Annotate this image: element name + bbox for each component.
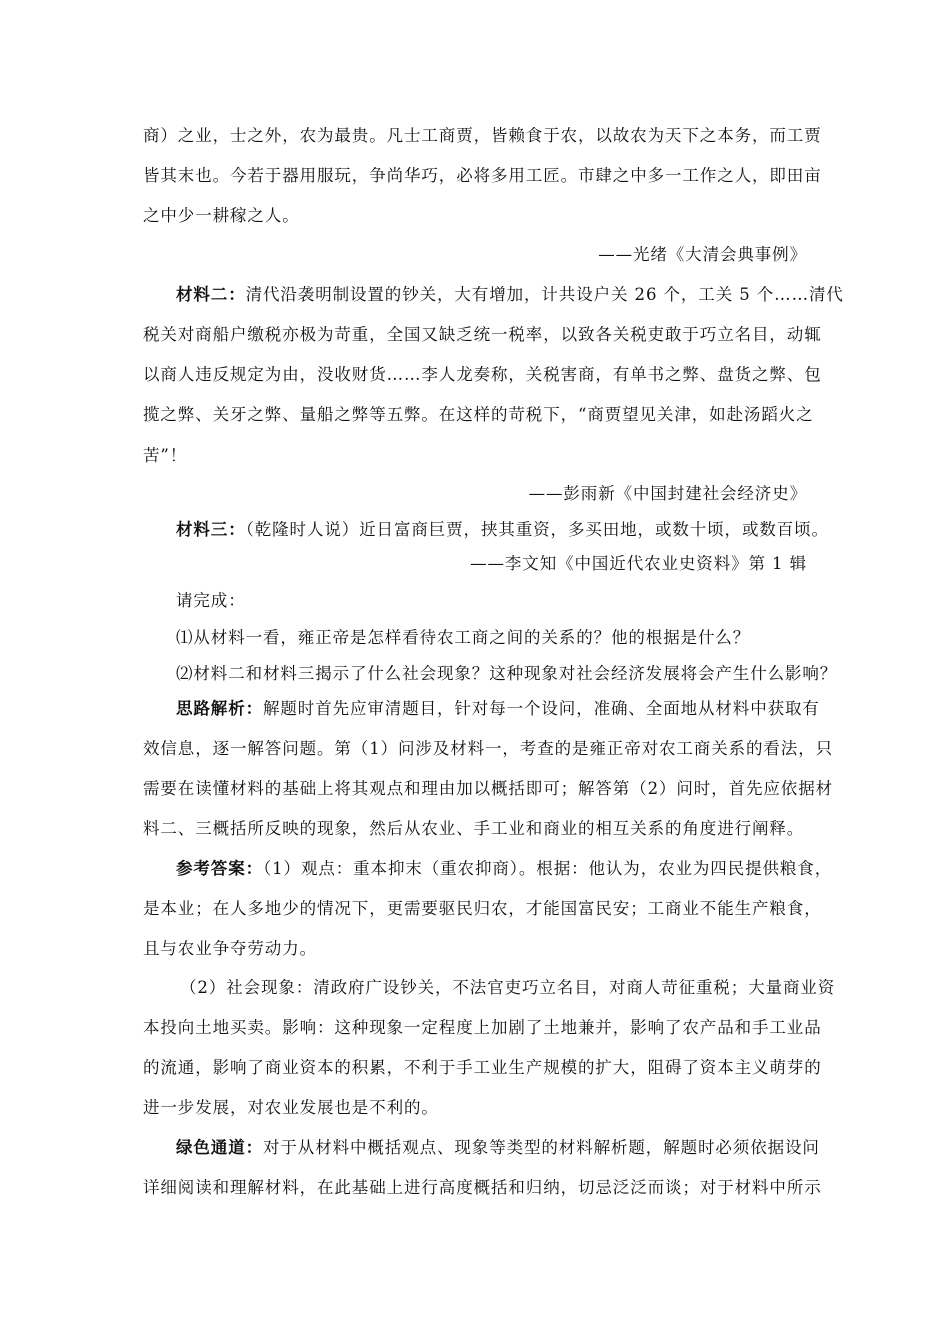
material-3-text: （乾隆时人说）近日富商巨贾，挟其重资，多买田地，或数十顷，或数百顷。 (245, 520, 829, 539)
question-1: ⑴从材料一看，雍正帝是怎样看待农工商之间的关系的？他的根据是什么？ (176, 628, 751, 647)
source-1: ——光绪《大清会典事例》 (598, 245, 807, 264)
answer-line-1 (176, 859, 833, 879)
material-2-text: 清代沿袭明制设置的钞关，大有增加，计共设户关 26 个，工关 5 个……清代 (245, 285, 844, 304)
green-channel-line-2: 详细阅读和理解材料，在此基础上进行高度概括和归纳，切忌泛泛而谈；对于材料中所示 (143, 1178, 822, 1197)
source-3: ——李文知《中国近代农业史资料》第 1 辑 (470, 554, 807, 573)
answer-line-2: 是本业；在人多地少的情况下，更需要驱民归农，才能国富民安；工商业不能生产粮食， (143, 899, 822, 918)
material-1-line-3: 之中少一耕稼之人。 (143, 206, 300, 225)
analysis-line-4: 料二、三概括所反映的现象，然后从农业、手工业和商业的相互关系的角度进行阐释。 (143, 819, 805, 838)
question-2: ⑵材料二和材料三揭示了什么社会现象？这种现象对社会经济发展将会产生什么影响？ (176, 664, 838, 683)
source-2: ——彭雨新《中国封建社会经济史》 (528, 484, 807, 503)
green-channel-text: 对于从材料中概括观点、现象等类型的材料解析题，解题时必须依据设问 (263, 1138, 820, 1157)
answer-2-line-3: 的流通，影响了商业资本的积累，不利于手工业生产规模的扩大，阻碍了资本主义萌芽的 (143, 1058, 822, 1077)
answer-2-line-1: （2）社会现象：清政府广设钞关，不法官吏巧立名目，对商人苛征重税；大量商业资 (180, 978, 836, 997)
material-3-label: 材料三： (176, 520, 246, 539)
material-3-line (176, 520, 829, 540)
analysis-line-3: 需要在读懂材料的基础上将其观点和理由加以概括即可；解答第（2）问时，首先应依据材 (143, 779, 833, 798)
analysis-label: 思路解析： (176, 699, 263, 718)
material-2-line-2: 税关对商船户缴税亦极为苛重，全国又缺乏统一税率，以致各关税吏敢于巧立名目，动辄 (143, 325, 822, 344)
answer-text: （1）观点：重本抑末（重农抑商）。根据：他认为，农业为四民提供粮食， (263, 859, 833, 878)
answer-label: 参考答案： (176, 859, 263, 878)
prompt-text: 请完成： (176, 591, 246, 610)
material-2-line-4: 揽之弊、关牙之弊、量船之弊等五弊。在这样的苛税下，“商贾望见关津，如赴汤蹈火之 (143, 405, 814, 424)
material-2-label: 材料二： (176, 285, 246, 304)
green-channel-label: 绿色通道： (176, 1138, 263, 1157)
material-2-line-1 (176, 285, 844, 305)
material-1-line-2: 皆其末也。今若于器用服玩，争尚华巧，必将多用工匠。市肆之中多一工作之人，即田亩 (143, 166, 822, 185)
analysis-line-1 (176, 699, 820, 719)
analysis-line-2: 效信息，逐一解答问题。第（1）问涉及材料一，考查的是雍正帝对农工商关系的看法，只 (143, 739, 833, 758)
material-2-line-5: 苦”！ (143, 446, 188, 465)
answer-2-line-4: 进一步发展，对农业发展也是不利的。 (143, 1098, 439, 1117)
material-2-line-3: 以商人违反规定为由，没收财货……李人龙奏称，关税害商，有单书之弊、盘货之弊、包 (143, 365, 822, 384)
material-1-line-1: 商）之业，士之外，农为最贵。凡士工商贾，皆赖食于农，以故农为天下之本务，而工贾 (143, 126, 822, 145)
analysis-text: 解题时首先应审清题目，针对每一个设问，准确、全面地从材料中获取有 (263, 699, 820, 718)
answer-2-line-2: 本投向土地买卖。影响：这种现象一定程度上加剧了土地兼并，影响了农产品和手工业品 (143, 1018, 822, 1037)
green-channel-line-1 (176, 1138, 820, 1158)
answer-line-3: 且与农业争夺劳动力。 (143, 939, 317, 958)
